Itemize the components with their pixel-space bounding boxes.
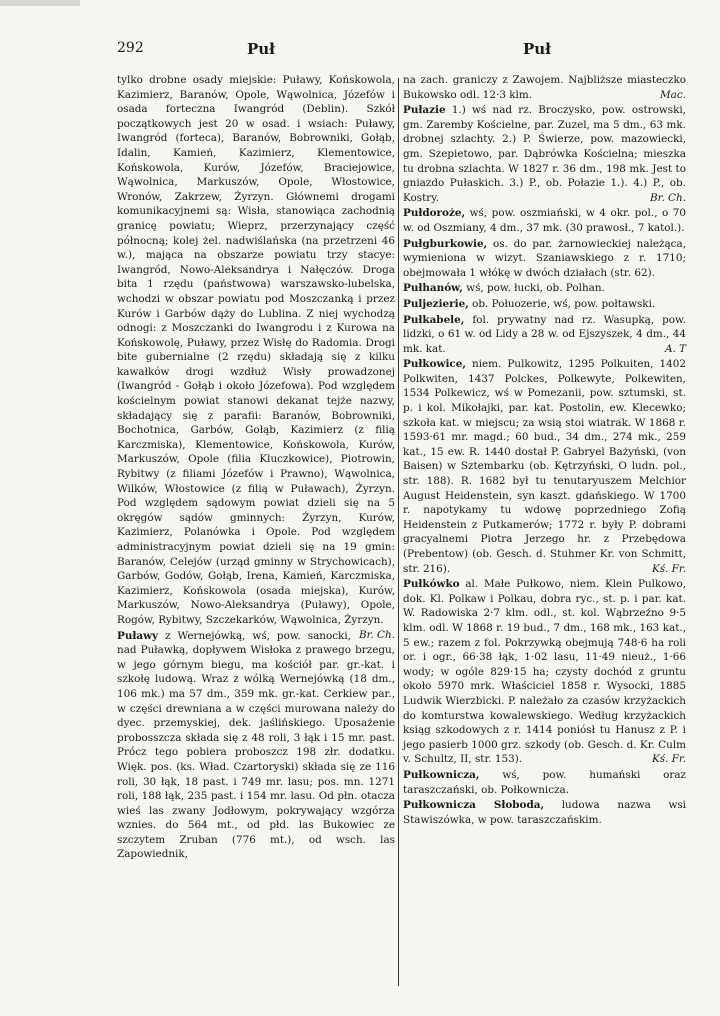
dictionary-entry: [403, 281, 686, 296]
entry-text: wś, pow. łucki, ob. Polhan.: [466, 282, 605, 295]
entry-text: al. Małe Pułkowo, niem. Klein Pulkowo, dok. Kl. Polkaw i Polkau, dobra ryc., st. p. i par. kat. W. Radowiska 2·7 klm. odl., st. kol. Wąbrzeźno 9·5 klm. odl. W 1868 r. 19 bud., 7 dm., 168 mk., 163 kat., 5 ew.; razem z fol. Pokrzywką obejmują 748·6 ha roli or. i ogr., 66·38 łąk, 1·02 lasu, 11·49 nieuż., 1·66 wody; w ogóle 829·15 ha; czysty dochód z gruntu około 5970 mrk. Właściciel 1858 r. Wysocki, 1885 Ludwik Wierzbicki. P. należało za czasów krzyżackich do komturstwa kowalewskiego. Według krzyżackich ksiąg szkodowych z r. 1414 poniósł tu Hanusz z P. i jego pasierb 1000 grz. szkody (ob. Gesch. d. Kr. Culm v. Schultz, II, str. 153).: [403, 578, 687, 766]
right-column: [403, 73, 686, 827]
entry-headword: Pułkabele,: [403, 313, 465, 326]
left-intro-entry: [117, 73, 395, 641]
dictionary-entry: [403, 73, 686, 102]
entry-text: os. do par. żarnowieckiej należąca, wymieniona w wizyt. Szaniawskiego z r. 1710; obejmowała 1 włókę w dwóch działach (str. 62).: [403, 237, 686, 279]
column-divider: [398, 78, 399, 986]
entry-signature: A. T: [664, 342, 686, 355]
entry-signature: Kś. Fr.: [651, 562, 686, 575]
entry-signature: Br. Ch.: [649, 191, 686, 204]
entry-text: wś, pow. humański oraz taraszczański, ob. Połkownicza.: [403, 768, 686, 796]
entry-signature: Kś. Fr.: [651, 753, 686, 766]
scan-corner-mark: [0, 0, 80, 6]
entry-pulawy: [117, 629, 395, 863]
dictionary-entry: [403, 768, 686, 797]
dictionary-entry: [403, 357, 686, 576]
entry-headword: Puławy: [117, 629, 159, 642]
right-running-head: Puł: [523, 40, 551, 58]
entry-headword: Pułhanów,: [403, 282, 463, 295]
dictionary-entry: [403, 313, 686, 357]
entry-headword: Pułkownicza,: [403, 768, 480, 781]
entry-text: fol. prywatny nad rz. Wasupką, pow. lidzki, o 61 w. od Lidy a 28 w. od Ejszyszek, 4 dm., 44 mk. kat.: [403, 313, 686, 355]
entry-headword: Pułkownicza Słoboda,: [403, 799, 545, 812]
entry-signature: Mac.: [660, 88, 686, 101]
dictionary-entry: [403, 237, 686, 281]
left-running-head: Puł: [247, 40, 275, 58]
entry-text: tylko drobne osady miejskie: Puławy, Końskowola, Kazimierz, Baranów, Opole, Wąwolnica, Józefów i osada forteczna Iwangród (Deblin). Szkół początkowych jest 20 w osad. i wsiach: Puławy, Iwangród (forteca), Baranów, Bobrowniki, Gołąb, Idalin, Kamień, Kazimierz, Klementowice, Końskowola, Kurów, Józefów, Braciejowice, Wąwolnica, Markuszów, Opole, Włostowice, Wronów, Zakrzew, Żyrzyn. Głównemi drogami komunikacyjnemi są: Wisła, stanowiąca zachodnią granicę powiatu; Wieprz, przerzynający część północną; kolej żel. nadwiślańska (na przetrzeni 46 w.), mająca na obszarze powiatu trzy stacye: Iwangród, Nowo-Aleksandrya i Nałęczów. Droga bita 1 rzędu (państwowa) warszawsko-lubelska, wchodzi w obszar powiatu pod Moszczanką i przez Kurów i Garbów dąży do Lublina. Z niej wychodzą odnogi: z Moszczanki do Iwangrodu i z Kurowa na Końskowolę, Puławy, przez Wisłę do Radomia. Drogi bite gubernialne (2 rzędu) składają się z kilku kawałków drogi wzdłuż Wisły prowadzonej (Iwangród - Gołąb i około Józefowa). Pod względem kościelnym powiat stanowi dekanat tejże nazwy, składający się z parafii: Baranów, Bobrowniki, Bochotnica, Garbów, Gołąb, Kazimierz (z filią Karczmiska), Klementowice, Końskowola, Kurów, Markuszów, Opole (filia Kluczkowice), Piotrowin, Rybitwy (z filiami Józefów i Prawno), Wąwolnica, Wilków, Włostowice (z filią w Puławach), Żyrzyn. Pod względem sądowym powiat dzieli się na 5 okręgów sądów gminnych: Żyrzyn, Kurów, Kazimierz, Polanówka i Opole. Pod względem administracyjnym powiat dzieli się na 19 gmin: Baranów, Celejów (urząd gminny w Strychowicach), Garbów, Godów, Gołąb, Irena, Kamień, Karczmiska, Kazimierz, Końskowola (osada miejska), Kurów, Markuszów, Nowo-Aleksandrya (Puławy), Opole, Rogów, Rybitwy, Szczekarków, Wąwolnica, Żyrzyn.: [117, 74, 395, 626]
entry-signature: Br. Ch.: [358, 628, 395, 641]
dictionary-entry: [403, 103, 686, 205]
entry-text: ob. Połuozerie, wś, pow. połtawski.: [472, 297, 656, 310]
entry-headword: Pułgburkowie,: [403, 237, 488, 250]
dictionary-entry: [403, 577, 686, 767]
entry-headword: Puljezierie,: [403, 297, 469, 310]
entry-text: 1.) wś nad rz. Broczysko, pow. ostrowski, gm. Zaremby Kościelne, par. Zuzel, ma 5 dm., 63 mk. drobnej szlachty. 2.) P. Świerze, pow. mazowiecki, gm. Szepietowo, par. Dąbrówka Kościelna; mieszka tu drobna szlachta. W 1827 r. 36 dm., 198 mk. Jest to gniazdo Pułaskich. 3.) P., ob. Połazie 1.). 4.) P., ob. Kostry.: [403, 104, 686, 204]
entry-text: wś, pow. oszmiański, w 4 okr. pol., o 70 w. od Oszmiany, 4 dm., 37 mk. (30 prawosł., 7 katol.).: [403, 207, 686, 234]
entry-headword: Pułkówko: [403, 578, 460, 591]
entry-headword: Pułdoroże,: [403, 207, 466, 220]
dictionary-entry: [403, 798, 686, 827]
dictionary-entry: [403, 206, 686, 235]
entry-text: ludowa nazwa wsi Stawiszówka, w pow. taraszczańskim.: [403, 799, 686, 826]
entry-headword: Pułazie: [403, 104, 446, 117]
page-number: 292: [117, 40, 144, 56]
left-column: [117, 73, 395, 862]
dictionary-entry: [403, 297, 686, 312]
entry-text: na zach. graniczy z Zawojem. Najbliższe miasteczko Bukowsko odl. 12·3 klm.: [403, 74, 686, 101]
entry-text: z Wernejówką, wś, pow. sanocki, nad Puławką, dopływem Wisłoka z prawego brzegu, w jego górnym biegu, ma kościół par. gr.-kat. i szkołę ludową. Wraz z wólką Wernejówką (18 dm., 106 mk.) ma 57 dm., 359 mk. gr.-kat. Cerkiew par., w części drewniana a w części murowana należy do dyec. przemyskiej, dek. jaślińskiego. Uposażenie probosszcza składa się z 48 roli, 3 łąk i 15 mr. past. Prócz tego pobiera proboszcz 198 złr. dodatku. Więk. pos. (ks. Wład. Czartoryski) składa się ze 116 roli, 30 łąk, 18 past. i 749 mr. lasu; pos. mn. 1271 roli, 188 łąk, 235 past. i 154 mr. lasu. Od płn. otacza wieś las zwany Jodłowym, pokrywający wzgórza wznies. do 564 mt., od płd. las Bukowiec ze szczytem Zruban (776 mt.), od wsch. las Zapowiednik,: [117, 629, 395, 861]
entry-headword: Pułkowice,: [403, 358, 466, 371]
entry-text: niem. Pulkowitz, 1295 Polkuiten, 1402 Polkwiten, 1437 Polckes, Polkewyte, Polkewiten, 1534 Polkewicz, wś w Pomezanii, pow. sztumski, st. p. i kol. Mikołajki, par. kat. Postolin, ew. Klecewko; szkoła kat. w miejscu; za wsią stoi wiatrak. W 1868 r. 1593·61 mr. magd.; 60 bud., 34 dm., 274 mk., 259 kat., 15 ew. R. 1440 dostał P. Gabryel Bażyński, (von Baisen) w Sztembarku (ob. Kętrzyński, O ludn. pol., str. 188). R. 1682 był tu tenutaryuszem Melchior August Heidenstein, syn kaszt. gdańskiego. W 1700 r. napotykamy tu wdowę poprzedniego Zofią Heidenstein z Putkamerów; 1772 r. były P. dobrami gracyalnemi Piotra Jerzego hr. z Przebędowa (Prebentow) (ob. Gesch. d. Stuhmer Kr. von Schmitt, str. 216).: [403, 358, 686, 575]
